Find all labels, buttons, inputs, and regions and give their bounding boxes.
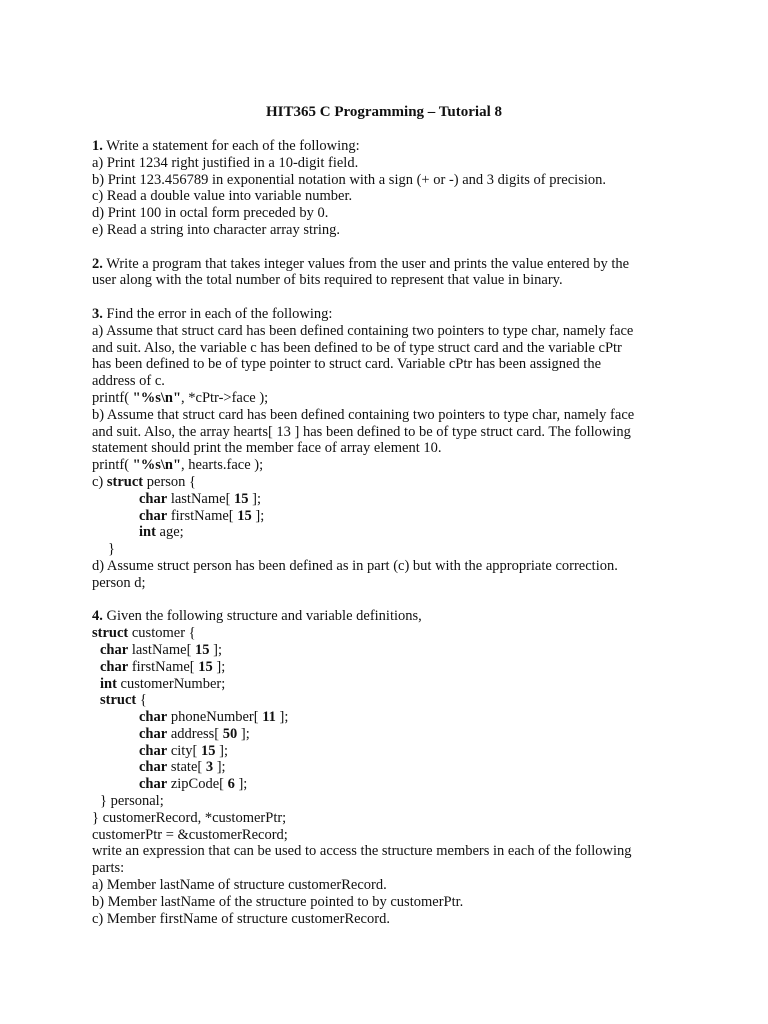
q4-code-member-3: int customerNumber; xyxy=(100,675,226,692)
q4-number: 4. xyxy=(92,608,103,625)
q4-code-personal-1: char phoneNumber[ 11 ]; xyxy=(139,709,289,726)
q4-code-member-1: char lastName[ 15 ]; xyxy=(100,641,223,658)
q4-instruction-1: write an expression that can be used to access the structure members in each of the following xyxy=(92,843,632,860)
q3-d-line-1: d) Assume struct person has been defined as in part (c) but with the appropriate correction. xyxy=(92,557,618,574)
q3-b-line-2: and suit. Also, the array hearts[ 13 ] has been defined to be of type struct card. The following xyxy=(92,423,631,440)
q4-code-member-4: struct { xyxy=(100,692,147,709)
q4-code-personal-5: char zipCode[ 6 ]; xyxy=(139,776,248,793)
q4-part-a: a) Member lastName of structure customerRecord. xyxy=(92,877,387,894)
q4-code-struct-open: struct customer { xyxy=(92,625,196,642)
q3-a-line-2: and suit. Also, the variable c has been defined to be of type struct card and the variable cPtr xyxy=(92,339,622,356)
q4-code-member-2: char firstName[ 15 ]; xyxy=(100,658,226,675)
q3-heading: 3. Find the error in each of the following: xyxy=(92,305,333,322)
q3-a-line-4: address of c. xyxy=(92,373,165,390)
q4-part-b: b) Member lastName of the structure pointed to by customerPtr. xyxy=(92,893,464,910)
page-title: HIT365 C Programming – Tutorial 8 xyxy=(266,104,502,120)
q3-d-line-2: person d; xyxy=(92,574,146,591)
q2-line-2: user along with the total number of bits required to represent that value in binary. xyxy=(92,272,563,289)
q3-b-line-1: b) Assume that struct card has been defined containing two pointers to type char, namely face xyxy=(92,406,635,423)
q1-heading: 1. Write a statement for each of the following: xyxy=(92,138,360,154)
q4-code-inner-close: } personal; xyxy=(100,793,164,810)
q1-part-d: d) Print 100 in octal form preceded by 0. xyxy=(92,205,329,222)
q1-part-e: e) Read a string into character array string. xyxy=(92,221,341,238)
q4-part-c: c) Member firstName of structure customerRecord. xyxy=(92,910,390,927)
q1-number: 1. xyxy=(92,138,103,154)
q3-number: 3. xyxy=(92,305,103,322)
q3-a-code: printf( "%s\n", *cPtr->face ); xyxy=(92,389,269,406)
q3-c-line-1: c) struct person { xyxy=(92,473,197,490)
q3-c-code-line-2: char lastName[ 15 ]; xyxy=(139,490,262,507)
q2-line-1: 2. Write a program that takes integer values from the user and prints the value entered by the xyxy=(92,255,630,272)
q4-code-outer-close: } customerRecord, *customerPtr; xyxy=(92,809,287,826)
q4-heading: 4. Given the following structure and variable definitions, xyxy=(92,608,422,625)
q4-code-personal-2: char address[ 50 ]; xyxy=(139,725,250,742)
q3-c-code-line-4: int age; xyxy=(139,524,184,541)
q4-code-assign: customerPtr = &customerRecord; xyxy=(92,826,288,843)
q3-c-code-close: } xyxy=(108,541,115,558)
q3-b-code: printf( "%s\n", hearts.face ); xyxy=(92,457,264,474)
document-body xyxy=(92,138,692,927)
q1-part-b: b) Print 123.456789 in exponential notation with a sign (+ or -) and 3 digits of precision. xyxy=(92,171,606,188)
q3-c-code-line-3: char firstName[ 15 ]; xyxy=(139,507,265,524)
q3-a-line-1: a) Assume that struct card has been defined containing two pointers to type char, namely face xyxy=(92,322,634,339)
q4-code-personal-3: char city[ 15 ]; xyxy=(139,742,228,759)
q1-part-a: a) Print 1234 right justified in a 10-digit field. xyxy=(92,154,359,171)
q3-a-line-3: has been defined to be of type pointer to struct card. Variable cPtr has been assigned the xyxy=(92,356,602,373)
q4-code-personal-4: char state[ 3 ]; xyxy=(139,759,226,776)
q4-instruction-2: parts: xyxy=(92,860,125,877)
q2-number: 2. xyxy=(92,255,103,272)
q3-b-line-3: statement should print the member face of array element 10. xyxy=(92,440,442,457)
q1-part-c: c) Read a double value into variable number. xyxy=(92,188,353,205)
